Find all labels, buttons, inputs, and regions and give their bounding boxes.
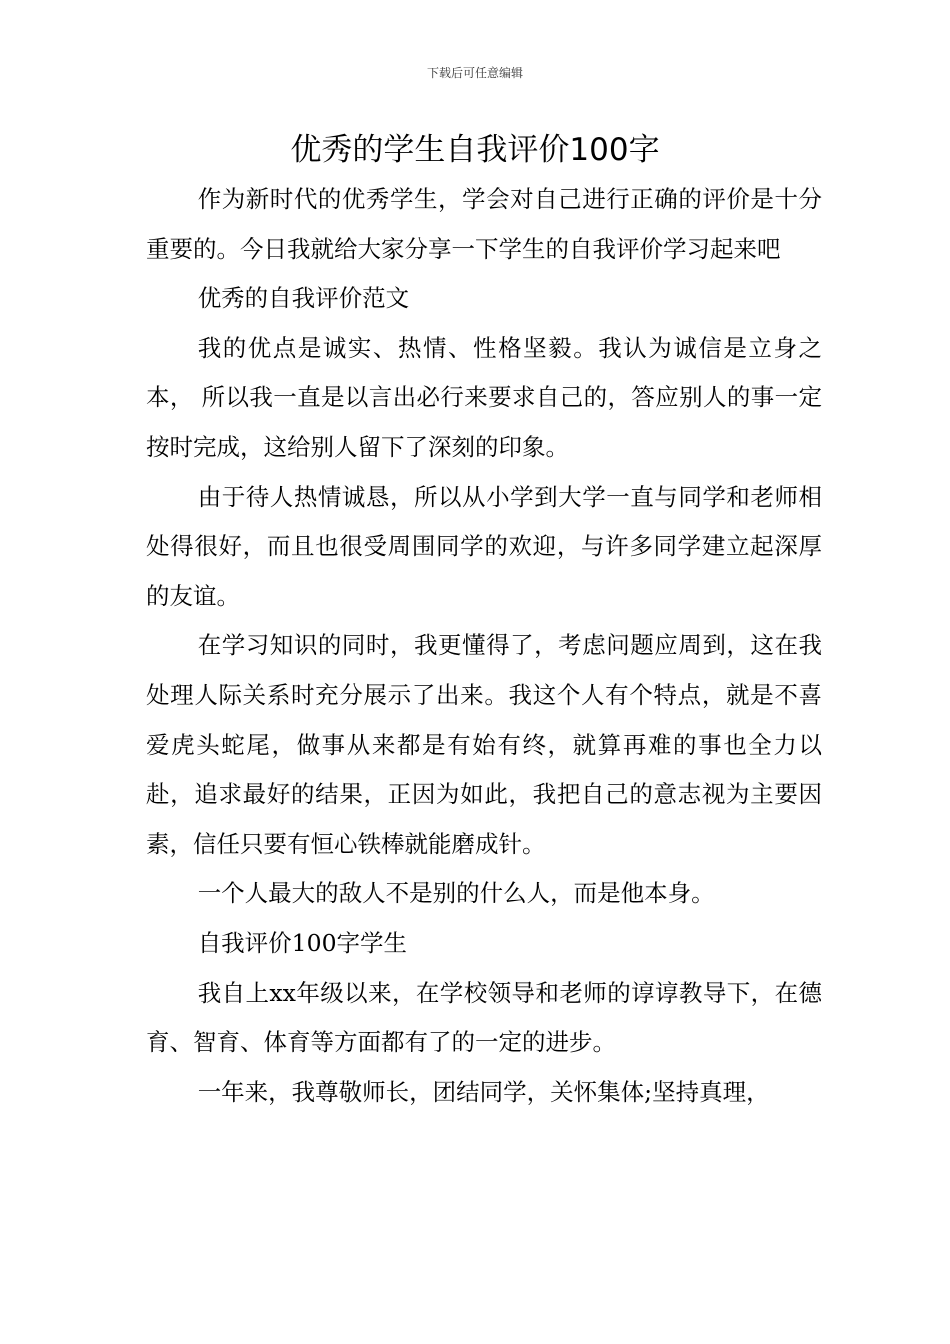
document-title: 优秀的学生自我评价100字 <box>290 132 660 168</box>
document-body <box>146 175 822 1117</box>
paragraph: 我的优点是诚实、热情、性格坚毅。我认为诚信是立身之本， 所以我一直是以言出必行来要求自己的，答应别人的事一定按时完成，这给别人留下了深刻的印象。 <box>146 333 822 461</box>
paragraph: 由于待人热情诚恳，所以从小学到大学一直与同学和老师相处得很好，而且也很受周围同学的欢迎，与许多同学建立起深厚的友谊。 <box>146 482 822 610</box>
paragraph: 一个人最大的敌人不是别的什么人，而是他本身。 <box>197 879 715 908</box>
paragraph: 在学习知识的同时，我更懂得了，考虑问题应周到，这在我处理人际关系时充分展示了出来。我这个人有个特点，就是不喜爱虎头蛇尾，做事从来都是有始有终，就算再难的事也全力以赴，追求最好的结果，正因为如此，我把自己的意志视为主要因素，信任只要有恒心铁棒就能磨成针。 <box>146 631 822 858</box>
paragraph: 我自上xx年级以来，在学校领导和老师的谆谆教导下，在德育、智育、体育等方面都有了的一定的进步。 <box>146 978 822 1057</box>
section-heading-100-words: 自我评价100字学生 <box>197 928 408 957</box>
section-heading-sample: 优秀的自我评价范文 <box>197 284 410 313</box>
paragraph-truncated: 一年来，我尊敬师长，团结同学，关怀集体;坚持真理， <box>197 1077 770 1106</box>
paragraph-intro: 作为新时代的优秀学生，学会对自己进行正确的评价是十分重要的。今日我就给大家分享一下学生的自我评价学习起来吧 <box>146 185 822 263</box>
header-note: 下载后可任意编辑 <box>426 66 523 80</box>
